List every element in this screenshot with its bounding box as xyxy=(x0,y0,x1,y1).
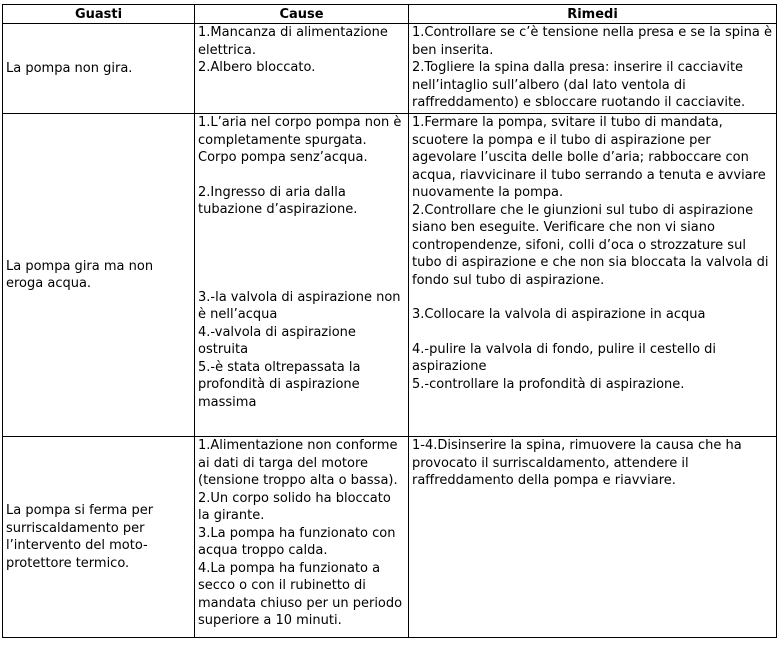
cause-item: 1.Mancanza di alimentazione elettrica. xyxy=(198,25,388,58)
cause-item: 1.Alimentazione non conforme ai dati di targa del motore (tensione troppo alta o bassa). xyxy=(198,438,398,488)
rimedi-cell xyxy=(409,114,777,437)
rimedi-cell xyxy=(409,437,777,638)
table-row xyxy=(3,114,777,437)
cause-cell xyxy=(195,437,409,638)
header-row xyxy=(3,5,777,24)
cause-item: 2.Albero bloccato. xyxy=(198,60,316,75)
header-rimedi: Rimedi xyxy=(409,5,777,24)
cause-cell xyxy=(195,114,409,437)
header-guasti: Guasti xyxy=(3,5,195,24)
guasto-cell: La pompa si ferma per surriscaldamento per l’intervento del moto-protettore termico. xyxy=(3,437,195,638)
rimedio-item: 1.Controllare se c’è tensione nella presa e se la spina è ben inserita. xyxy=(412,25,772,58)
cause-item: 3.-la valvola di aspirazione non è nell’acqua xyxy=(198,289,401,322)
cause-item: 4.La pompa ha funzionato a secco o con il rubinetto di mandata chiuso per un periodo superiore a 10 minuti. xyxy=(198,560,403,628)
troubleshooting-table xyxy=(2,4,777,638)
cause-item: 5.-è stata oltrepassata la profondità di aspirazione massima xyxy=(198,359,361,410)
cause-item: 4.-valvola di aspirazione ostruita xyxy=(198,324,356,357)
rimedio-item: 2.Togliere la spina dalla presa: inserire il cacciavite nell’intaglio sull’albero (dal lato ventola di raffreddamento) e sbloccare ruotando il cacciavite. xyxy=(412,60,746,110)
rimedio-item: 3.Collocare la valvola di aspirazione in acqua xyxy=(412,307,706,322)
cause-item: 2.Ingresso di aria dalla tubazione d’aspirazione. xyxy=(198,184,358,217)
cause-item: 2.Un corpo solido ha bloccato la girante. xyxy=(198,490,391,523)
header-cause: Cause xyxy=(195,5,409,24)
table-row xyxy=(3,437,777,638)
table-row xyxy=(3,24,777,114)
rimedio-item: 4.-pulire la valvola di fondo, pulire il cestello di aspirazione xyxy=(412,341,717,374)
cause-item: 1.L’aria nel corpo pompa non è completamente spurgata. Corpo pompa senz’acqua. xyxy=(198,115,402,165)
cause-cell xyxy=(195,24,409,114)
rimedio-item: 2.Controllare che le giunzioni sul tubo di aspirazione siano ben eseguite. Verificare che non vi siano contropendenze, sifoni, colli d’oca o strozzature sul tubo di aspirazione e che non sia bloccata la valvola di fondo sul tubo di aspirazione. xyxy=(412,202,769,288)
rimedio-item: 5.-controllare la profondità di aspirazione. xyxy=(412,376,685,392)
guasto-cell: La pompa non gira. xyxy=(3,24,195,114)
rimedi-cell xyxy=(409,24,777,114)
cause-item: 3.La pompa ha funzionato con acqua troppo calda. xyxy=(198,525,396,558)
rimedio-item: 1-4.Disinserire la spina, rimuovere la causa che ha provocato il surriscaldamento, attendere il raffreddamento della pompa e riavviare. xyxy=(412,438,742,488)
rimedio-item: 1.Fermare la pompa, svitare il tubo di mandata, scuotere la pompa e il tubo di aspirazione per agevolare l’uscita delle bolle d’aria; rabboccare con acqua, riavvicinare il tubo serrando a tenuta e avviare nuovamente la pompa. xyxy=(412,115,766,200)
guasto-cell: La pompa gira ma non eroga acqua. xyxy=(3,114,195,437)
